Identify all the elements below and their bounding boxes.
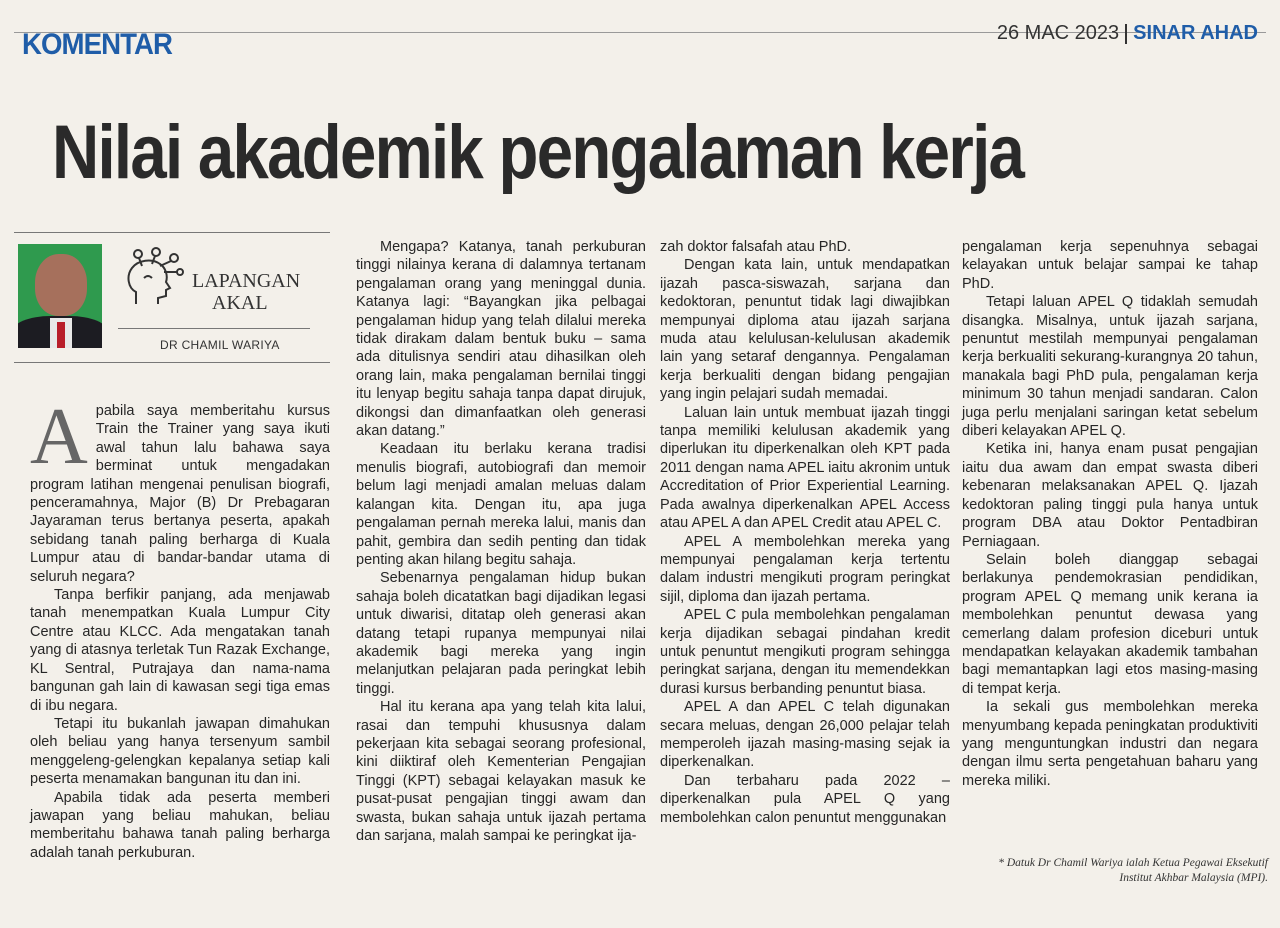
column-name-line2: AKAL [212,292,268,314]
author-box-bottom-rule [14,362,330,363]
column-name-line1: LAPANGAN [192,270,301,292]
paragraph: Keadaan itu berlaku kerana tradisi menulis biografi, autobiografi dan memoir belum lagi menjadi amalan meluas dalam kalangan kita. Dengan itu, apa juga pengalaman pernah mereka lalui, manis dan pahit, gembira dan sedih penting dan tidak penting akan hilang begitu sahaja. [356,441,646,568]
paragraph: APEL C pula membolehkan pengalaman kerja dijadikan sebagai pindahan kredit untuk penuntut mengikuti program sehingga peringkat sarjana, dengan itu memendekkan durasi kursus berbanding penuntut biasa. [660,607,950,697]
paragraph: Mengapa? Katanya, tanah perkuburan tinggi nilainya kerana di dalamnya tertanam pengalaman orang yang meninggal dunia. Katanya lagi: “Bayangkan jika pelbagai pengalaman hidup yang telah dilalui mereka tidak dirakam dalam bentuk buku – sama ada ditulisnya sendiri atau dihasilkan oleh orang lain, maka pengalaman bernilai tinggi itu lenyap begitu sahaja tanpa dapat dirujuk, dikongsi dan dimanfaatkan oleh generasi akan datang.” [356,239,646,440]
drop-cap: A [30,393,88,481]
author-photo [18,244,102,348]
author-name: DR CHAMIL WARIYA [160,338,280,352]
paragraph: Ketika ini, hanya enam pusat pengajian iaitu dua awam dan empat swasta diberi kebenaran melaksanakan APEL Q. Ijazah kedoktoran paling tinggi pula hanya untuk program DBA atau Doktor Pentadbiran Perniagaan. [962,441,1258,550]
paragraph: Dan terbaharu pada 2022 – diperkenalkan pula APEL Q yang membolehkan calon penuntut menggunakan [660,772,950,826]
newspaper-name: SINAR AHAD [1133,22,1258,44]
masthead-divider [1125,24,1127,44]
article-column-4 [962,238,1258,790]
paragraph: Laluan lain untuk membuat ijazah tinggi tanpa memiliki kelulusan akademik yang diperlukan itu diperkenalkan oleh KPT pada 2011 dengan nama APEL iaitu akronim untuk Accreditation of Prior Experiential Learning. Pada awalnya diperkenalkan APEL Access atau APEL A dan APEL Credit atau APEL C. [660,404,950,532]
paragraph: Tetapi itu bukanlah jawapan dimahukan oleh beliau yang hanya tersenyum sambil menggeleng-gelengkan kepalanya setiap kali peserta menamakan bangunan itu dan ini. [30,715,330,788]
paragraph: Tanpa berfikir panjang, ada menjawab tanah menempatkan Kuala Lumpur City Centre atau KLCC. Ada mengatakan tanah yang di atasnya terletak Tun Razak Exchange, KL Sentral, Putrajaya dan nama-nama bangunan gah lain di kawasan segi tiga emas di ibu negara. [30,587,330,714]
paragraph [30,393,330,586]
paragraph: Tetapi laluan APEL Q tidaklah semudah disangka. Misalnya, untuk ijazah sarjana, penuntut mestilah mempunyai pengalaman kerja berkualiti sekurang-kurangnya 20 tahun, manakala bagi PhD pula, pengalaman kerja minimum 30 tahun menjadi sandaran. Calon juga perlu menjalani saringan ketat sebelum diberi kelayakan APEL Q. [962,294,1258,440]
paragraph: Apabila tidak ada peserta memberi jawapan yang beliau mahukan, beliau memberitahu bahawa tanah paling berharga adalah tanah perkuburan. [30,789,330,861]
author-rule [118,328,310,329]
paragraph: Selain boleh dianggap sebagai berlakunya pendemokrasian pendidikan, program APEL Q memang unik kerana ia membolehkan penuntut dewasa yang cemerlang dalam profesion diceburi untuk mendapatkan kelayakan akademik tambahan bagi memantapkan lagi etos masing-masing di tempat kerja. [962,551,1258,697]
paragraph: Ia sekali gus membolehkan mereka menyumbang kepada peningkatan produktiviti yang menguntungkan industri dan negara dengan ilmu serta pengetahuan baharu yang mereka miliki. [962,699,1258,789]
paragraph: Sebenarnya pengalaman hidup bukan sahaja boleh dicatatkan bagi dijadikan legasi untuk diwarisi, ditatap oleh generasi akan datang tetapi rupanya mempunyai nilai akademik bagi mereka yang ingin melanjutkan pelajaran pada peringkat lebih tinggi. [356,570,646,697]
paragraph: zah doktor falsafah atau PhD. [660,239,852,255]
paragraph: pengalaman kerja sepenuhnya sebagai kelayakan untuk belajar sampai ke tahap PhD. [962,239,1258,292]
masthead [997,22,1258,45]
paragraph: APEL A membolehkan mereka yang mempunyai pengalaman kerja tertentu dalam industri mengikuti program peringkat sijil, diploma dan ijazah pertama. [660,533,950,605]
author-footnote: * Datuk Dr Chamil Wariya ialah Ketua Pegawai Eksekutif Institut Akhbar Malaysia (MPI). [998,857,1268,884]
column-name [192,270,300,314]
paragraph-text: pabila saya memberitahu kursus Train the Trainer yang saya ikuti awal tahun lalu bahawa saya berminat untuk mengadakan program latihan mengenai penulisan biografi, penceramahnya, Major (B) Dr Prebagaran Jayaraman terus bertanya peserta, apakah sebidang tanah paling berharga di Kuala Lumpur atau di bandar-bandar utama di seluruh negara? [30,403,330,585]
article-headline: Nilai akademik pengalaman kerja [52,110,1024,195]
author-box [14,232,330,372]
paragraph: Hal itu kerana apa yang telah kita lalui, rasai dan tempuhi khususnya dalam pekerjaan kita sebagai seorang profesional, kini diiktiraf oleh Kementerian Pengajian Tinggi (KPT) sebagai kelayakan masuk ke pusat-pusat pengajian tinggi awam dan swasta, bukan sahaja untuk ijazah pertama dan sarjana, malah sampai ke peringkat ija- [356,699,646,844]
article-column-1 [30,393,330,862]
article-column-3 [660,238,950,827]
paragraph: APEL A dan APEL C telah digunakan secara meluas, dengan 26,000 pelajar telah memperoleh ijazah masing-masing sejak ia diperkenalkan. [660,699,950,771]
article-column-2 [356,238,646,845]
issue-date: 26 MAC 2023 [996,22,1120,44]
paragraph: Dengan kata lain, untuk mendapatkan ijazah pasca-siswazah, sarjana dan kedoktoran, penuntut tidak lagi diwajibkan mempunyai diploma atau ijazah sarjana muda atau kelulusan-kelulusan akademik lain yang setaraf dengannya. Pengalaman kerja berkualiti dengan bidang pengajian yang ingin pelajari sudah memadai. [660,257,950,403]
author-box-top-rule [14,232,330,233]
section-label: KOMENTAR [22,28,173,61]
thinking-head-icon [122,246,188,313]
